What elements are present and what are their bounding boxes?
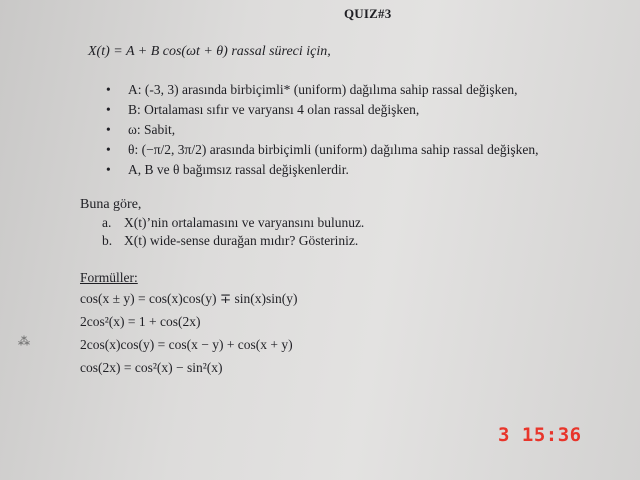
formula-item: 2cos²(x) = 1 + cos(2x) [80,314,201,329]
question-list [102,214,364,250]
formula-list [80,287,298,379]
question-item [102,232,364,250]
process-definition-text: X(t) = A + B cos(ωt + θ) rassal süreci için, [88,44,331,59]
formula-item: cos(2x) = cos²(x) − sin²(x) [80,360,223,375]
camera-timestamp: 3 15:36 [498,424,582,446]
process-definition [88,44,331,60]
question-label: b. [102,233,113,248]
section-heading: Buna göre, [80,197,142,212]
formula-item: cos(x ± y) = cos(x)cos(y) ∓ sin(x)sin(y) [80,291,298,306]
question-item [102,214,364,232]
list-item: • θ: (−π/2, 3π/2) arasında birbiçimli (uniform) dağılıma sahip rassal değişken, [106,140,539,160]
variable-list [106,80,539,180]
pencil-mark-icon: ⁂ [18,334,30,348]
question-text: X(t) wide-sense durağan mıdır? Gösteriniz. [124,233,359,248]
list-item: • B: Ortalaması sıfır ve varyansı 4 olan rassal değişken, [106,100,539,120]
question-text: X(t)’nin ortalamasını ve varyansını bulunuz. [124,215,365,230]
list-item: • A: (-3, 3) arasında birbiçimli* (uniform) dağılıma sahip rassal değişken, [106,80,539,100]
question-label: a. [102,215,112,230]
list-item: • A, B ve θ bağımsız rassal değişkenlerdir. [106,160,539,180]
list-item: • ω: Sabit, [106,120,539,140]
quiz-title: QUIZ#3 [344,6,392,21]
formulas-heading: Formüller: [80,270,138,285]
formula-item: 2cos(x)cos(y) = cos(x − y) + cos(x + y) [80,337,293,352]
